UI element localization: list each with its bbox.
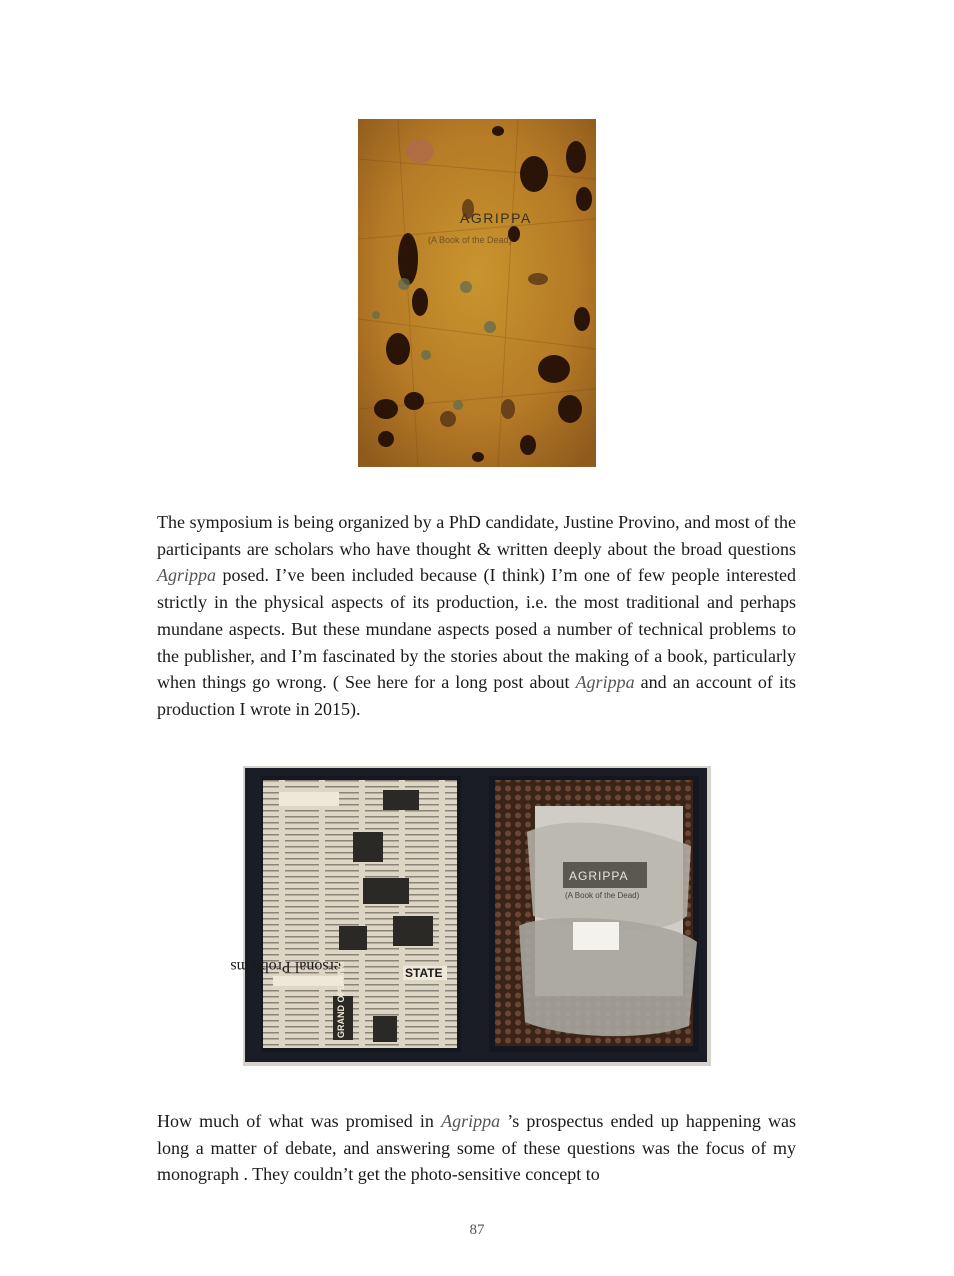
paragraph-1-italic-a: Agrippa bbox=[157, 565, 217, 586]
news-state-text: STATE bbox=[405, 966, 443, 980]
paragraph-2-text-b: ’s prospectus ended up happening was long a matter of debate, and answering some of these questions was the focus of my monograph . They couldn’t get the photo-sensitive concept to bbox=[157, 1111, 796, 1185]
cover-title-text: AGRIPPA bbox=[460, 210, 532, 226]
paragraph-2-italic-a: Agrippa bbox=[441, 1111, 501, 1131]
news-personal-text: ersonal Problems bbox=[230, 958, 341, 975]
paragraph-1-italic-b: Agrippa bbox=[575, 672, 635, 693]
agrippa-box-photo bbox=[230, 766, 711, 1066]
agrippa-cover-image bbox=[358, 119, 596, 467]
paragraph-1 bbox=[157, 509, 796, 723]
news-grand-text: GRAND OPENING bbox=[336, 960, 346, 1038]
book-label-title: AGRIPPA bbox=[569, 869, 629, 883]
book-label-subtitle: (A Book of the Dead) bbox=[565, 891, 640, 900]
paragraph-1-text-c: and an account of its production I wrote in 2015). bbox=[157, 672, 796, 719]
paragraph-1-text-b: posed. I’ve been included because (I think) I’m one of few people interested strictly in the physical aspects of its production, i.e. the most traditional and perhaps mundane aspects. But these mundane aspects posed a number of technical problems to the publisher, and I’m fascinated by the stories about the making of a book, particularly when things go wrong. ( See here for a long post about bbox=[157, 565, 796, 693]
page-number: 87 bbox=[469, 1222, 485, 1238]
paragraph-2 bbox=[157, 1108, 796, 1188]
paragraph-2-text-a: How much of what was promised in bbox=[157, 1111, 442, 1131]
cover-subtitle-text: (A Book of the Dead) bbox=[428, 235, 512, 245]
paragraph-1-text-a: The symposium is being organized by a PhD candidate, Justine Provino, and most of the participants are scholars who have thought & written deeply about the broad questions bbox=[157, 512, 796, 559]
